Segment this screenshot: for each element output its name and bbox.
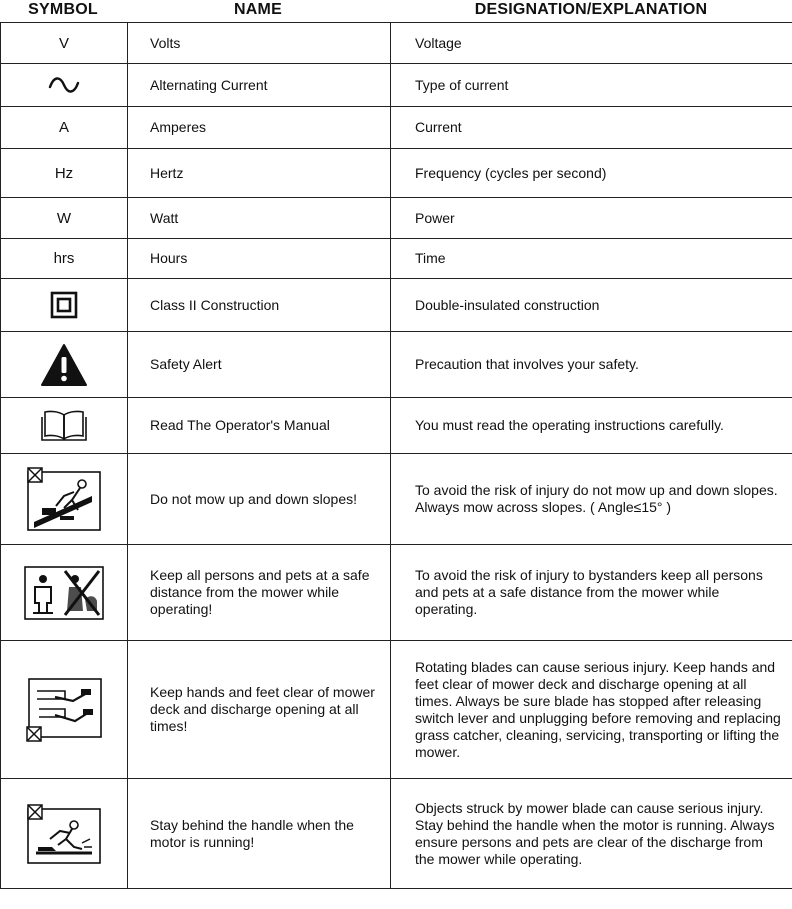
designation-cell: Current [391, 107, 792, 149]
table-row [1, 23, 792, 64]
symbol-cell: A [1, 107, 128, 149]
name-cell: Read The Operator's Manual [128, 398, 391, 454]
table-row [1, 454, 792, 545]
designation-cell: Power [391, 198, 792, 239]
designation-cell: Time [391, 239, 792, 279]
keep-hands-feet-clear-icon [25, 677, 103, 743]
alternating-current-icon [47, 74, 81, 96]
header-symbol: SYMBOL [28, 1, 98, 18]
name-cell: Do not mow up and down slopes! [128, 454, 391, 545]
name-cell: Watt [128, 198, 391, 239]
stay-behind-handle-icon [26, 803, 102, 865]
symbol-cell: hrs [1, 239, 128, 279]
name-cell: Amperes [128, 107, 391, 149]
safety-alert-icon [40, 343, 88, 387]
table-row [1, 398, 792, 454]
designation-cell: Double-insulated construction [391, 279, 792, 332]
symbol-cell: W [1, 198, 128, 239]
header-designation: DESIGNATION/EXPLANATION [474, 1, 708, 18]
name-cell: Keep hands and feet clear of mower deck and discharge opening at all times! [128, 641, 391, 779]
class-ii-construction-icon [50, 291, 78, 319]
keep-bystanders-away-icon [23, 565, 105, 621]
symbol-cell: V [1, 23, 128, 64]
designation-cell: To avoid the risk of injury to bystanders keep all persons and pets at a safe distance from the mower while operating. [391, 545, 792, 641]
no-mowing-slopes-icon [26, 466, 102, 532]
designation-cell: You must read the operating instructions carefully. [391, 398, 792, 454]
designation-cell: Frequency (cycles per second) [391, 149, 792, 198]
name-cell: Keep all persons and pets at a safe distance from the mower while operating! [128, 545, 391, 641]
table-row [1, 545, 792, 641]
name-cell: Stay behind the handle when the motor is running! [128, 779, 391, 889]
table-row [1, 198, 792, 239]
operator-manual-icon [40, 409, 88, 443]
symbol-cell [1, 398, 128, 454]
name-cell: Class II Construction [128, 279, 391, 332]
table-row [1, 149, 792, 198]
symbol-cell [1, 64, 128, 107]
symbol-cell [1, 779, 128, 889]
designation-cell: Type of current [391, 64, 792, 107]
header-name: NAME [234, 1, 282, 18]
name-cell: Hertz [128, 149, 391, 198]
name-cell: Volts [128, 23, 391, 64]
name-cell: Hours [128, 239, 391, 279]
designation-cell: Rotating blades can cause serious injury. Keep hands and feet clear of mower deck and discharge opening at all times. Always be sure blade has stopped after releasing switch lever and unplugging before removing and replacing grass catcher, cleaning, servicing, transporting or lifting the mower. [391, 641, 792, 779]
symbol-cell [1, 332, 128, 398]
symbol-cell [1, 641, 128, 779]
table-row [1, 64, 792, 107]
symbol-cell [1, 545, 128, 641]
symbol-cell [1, 279, 128, 332]
symbol-cell: Hz [1, 149, 128, 198]
designation-cell: Objects struck by mower blade can cause serious injury. Stay behind the handle when the motor is running. Always ensure persons and pets are clear of the discharge from the mower while operating. [391, 779, 792, 889]
table-row [1, 332, 792, 398]
table-row [1, 779, 792, 889]
symbol-table [0, 22, 792, 889]
designation-cell: Voltage [391, 23, 792, 64]
symbol-cell [1, 454, 128, 545]
table-row [1, 279, 792, 332]
name-cell: Safety Alert [128, 332, 391, 398]
table-row [1, 239, 792, 279]
designation-cell: Precaution that involves your safety. [391, 332, 792, 398]
table-row [1, 641, 792, 779]
name-cell: Alternating Current [128, 64, 391, 107]
table-row [1, 107, 792, 149]
designation-cell: To avoid the risk of injury do not mow up and down slopes. Always mow across slopes. ( Angle≤15° ) [391, 454, 792, 545]
